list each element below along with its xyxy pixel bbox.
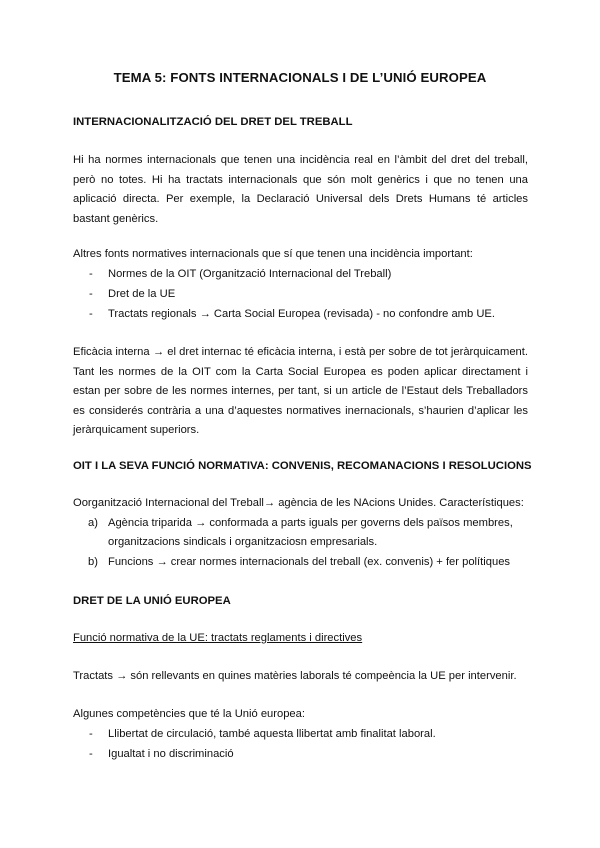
list-item-continuation: organitzacions sindicals i organitzaciosn empresarials. <box>108 536 378 548</box>
list-label: b) <box>88 556 98 568</box>
list-item: Agència triparida → conformada a parts iguals per governs dels països membres, <box>108 517 513 529</box>
paragraph-altres-fonts: Altres fonts normatives internacionals que sí que tenen una incidència important: <box>73 248 473 260</box>
list-item: Dret de la UE <box>108 288 176 300</box>
bullet-dash: - <box>89 308 93 320</box>
bullet-dash: - <box>89 288 93 300</box>
paragraph-normes-internacionals: Hi ha normes internacionals que tenen una incidència real en l’àmbit del dret del treball, però no totes. Hi ha tractats internacionals que són molt genèrics i que no tenen una aplicació directa. Per exemple, la Declaració Universal dels Drets Humans té articles bastant genèrics. <box>73 154 528 225</box>
paragraph-oit-intro: Oorganització Internacional del Treball→ agència de les NAcions Unides. Característiques: <box>73 497 524 509</box>
list-item: Normes de la OIT (Organització Internacional del Treball) <box>108 268 392 280</box>
subheading-funcio-normativa: Funció normativa de la UE: tractats reglaments i directives <box>73 632 363 644</box>
paragraph-eficacia-interna: Eficàcia interna → el dret internac té eficàcia interna, i està per sobre de tot jeràrquicament. Tant les normes de la OIT com la Carta Social Europea es poden aplicar directament i estan per sobre de les normes internes, per tant, si un article de l’Estaut dels Treballadors es considerés contrària a una d’aquestes normatives inernacionals, s’haurien d’aplicar les jeràrquicament superiors. <box>73 346 528 437</box>
list-item: Funcions → crear normes internacionals del treball (ex. convenis) + fer polítiques <box>108 556 511 568</box>
bullet-dash: - <box>89 268 93 280</box>
bullet-dash: - <box>89 728 93 740</box>
list-item: Llibertat de circulació, també aquesta llibertat amb finalitat laboral. <box>108 728 436 740</box>
section-heading-internacionalitzacio: INTERNACIONALITZACIÓ DEL DRET DEL TREBALL <box>73 116 353 128</box>
section-heading-oit: OIT I LA SEVA FUNCIÓ NORMATIVA: CONVENIS, RECOMANACIONS I RESOLUCIONS <box>73 460 532 472</box>
bullet-dash: - <box>89 748 93 760</box>
list-label: a) <box>88 517 98 529</box>
document-title: TEMA 5: FONTS INTERNACIONALS I DE L’UNIÓ EUROPEA <box>113 70 487 85</box>
paragraph-competencies-intro: Algunes competències que té la Unió europea: <box>73 708 305 720</box>
section-heading-dret-ue: DRET DE LA UNIÓ EUROPEA <box>73 595 231 607</box>
paragraph-tractats: Tractats → són rellevants en quines matèries laborals té compeència la UE per intervenir. <box>73 670 517 682</box>
list-item: Tractats regionals → Carta Social Europea (revisada) - no confondre amb UE. <box>108 308 495 320</box>
list-item: Igualtat i no discriminació <box>108 748 234 760</box>
